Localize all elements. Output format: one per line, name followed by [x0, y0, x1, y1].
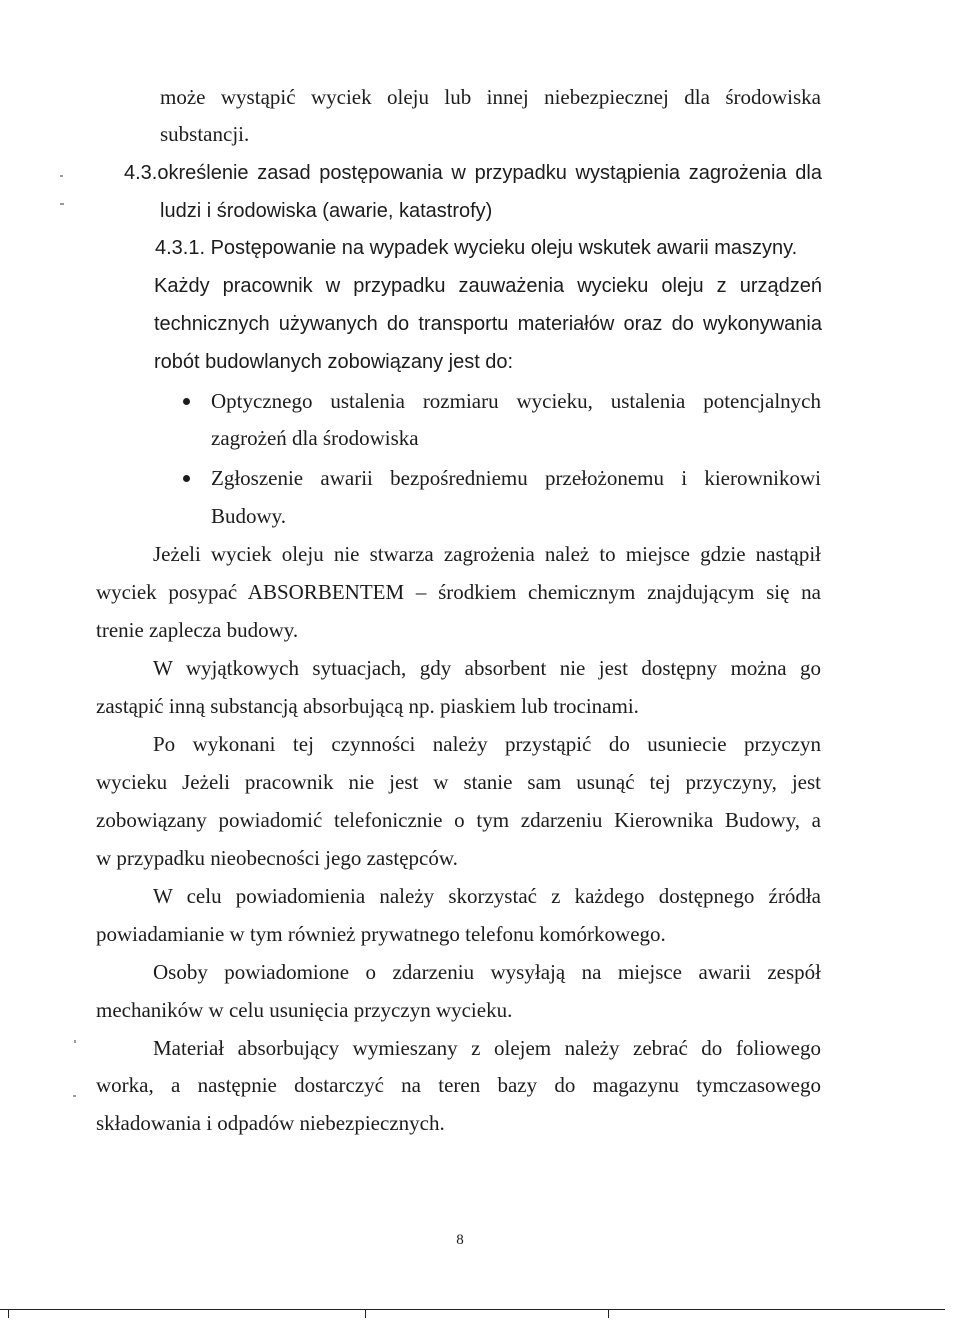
scan-speck — [73, 1095, 76, 1097]
body-line-19: wycieku Jeżeli pracownik nie jest w stanie sam usunąć tej przyczyny, jest — [96, 770, 821, 794]
bullet-item-2: Zgłoszenie awarii bezpośredniemu przełożonemu i kierownikowi — [211, 466, 821, 490]
bullet-item-1-cont: zagrożeń dla środowiska — [211, 426, 419, 450]
footer-rule — [0, 1309, 945, 1310]
body-line-28: składowania i odpadów niebezpiecznych. — [96, 1111, 445, 1135]
footer-rule-tick — [365, 1309, 366, 1318]
body-line-17: zastąpić inną substancją absorbującą np. piaskiem lub trocinami. — [96, 694, 639, 718]
body-line-16: W wyjątkowych sytuacjach, gdy absorbent nie jest dostępny można go — [153, 656, 821, 680]
body-line-26: Materiał absorbujący wymieszany z olejem należy zebrać do foliowego — [153, 1036, 821, 1060]
body-line-6: Każdy pracownik w przypadku zauważenia wycieku oleju z urządzeń — [154, 275, 822, 297]
body-line-8: robót budowlanych zobowiązany jest do: — [154, 351, 514, 373]
scan-speck — [74, 1040, 76, 1043]
body-line-15: trenie zaplecza budowy. — [96, 618, 299, 642]
section-heading-4-3: 4.3.określenie zasad postępowania w przypadku wystąpienia zagrożenia dla — [124, 162, 822, 184]
body-line-23: powiadamianie w tym również prywatnego telefonu komórkowego. — [96, 922, 666, 946]
bullet-item-2-cont: Budowy. — [211, 504, 287, 528]
body-line-18: Po wykonani tej czynności należy przystąpić do usuniecie przyczyn — [153, 732, 821, 756]
body-line-2: substancji. — [160, 122, 250, 146]
scan-speck — [60, 175, 63, 177]
body-line-7: technicznych używanych do transportu materiałów oraz do wykonywania — [154, 313, 822, 335]
scan-speck — [60, 203, 64, 205]
bullet-item-1: Optycznego ustalenia rozmiaru wycieku, ustalenia potencjalnych — [211, 389, 821, 413]
body-line-13: Jeżeli wyciek oleju nie stwarza zagrożenia należ to miejsce gdzie nastąpił — [153, 542, 821, 566]
body-line-21: w przypadku nieobecności jego zastępców. — [96, 846, 458, 870]
bullet-marker-2 — [183, 475, 190, 482]
body-line-14: wyciek posypać ABSORBENTEM – środkiem chemicznym znajdującym się na — [96, 580, 821, 604]
body-line-27: worka, a następnie dostarczyć na teren bazy do magazynu tymczasowego — [96, 1073, 821, 1097]
body-line-1: może wystąpić wyciek oleju lub innej niebezpiecznej dla środowiska — [160, 85, 821, 109]
footer-rule-tick — [8, 1309, 9, 1318]
footer-rule-tick — [608, 1309, 609, 1318]
bullet-marker-1 — [183, 398, 190, 405]
body-line-24: Osoby powiadomione o zdarzeniu wysyłają na miejsce awarii zespół — [153, 960, 821, 984]
body-line-22: W celu powiadomienia należy skorzystać z każdego dostępnego źródła — [153, 884, 821, 908]
body-line-20: zobowiązany powiadomić telefonicznie o tym zdarzeniu Kierownika Budowy, a — [96, 808, 821, 832]
section-heading-4-3-cont: ludzi i środowiska (awarie, katastrofy) — [160, 200, 493, 222]
page-number: 8 — [456, 1232, 464, 1248]
section-heading-4-3-1: 4.3.1. Postępowanie na wypadek wycieku oleju wskutek awarii maszyny. — [155, 237, 798, 259]
body-line-25: mechaników w celu usunięcia przyczyn wycieku. — [96, 998, 513, 1022]
